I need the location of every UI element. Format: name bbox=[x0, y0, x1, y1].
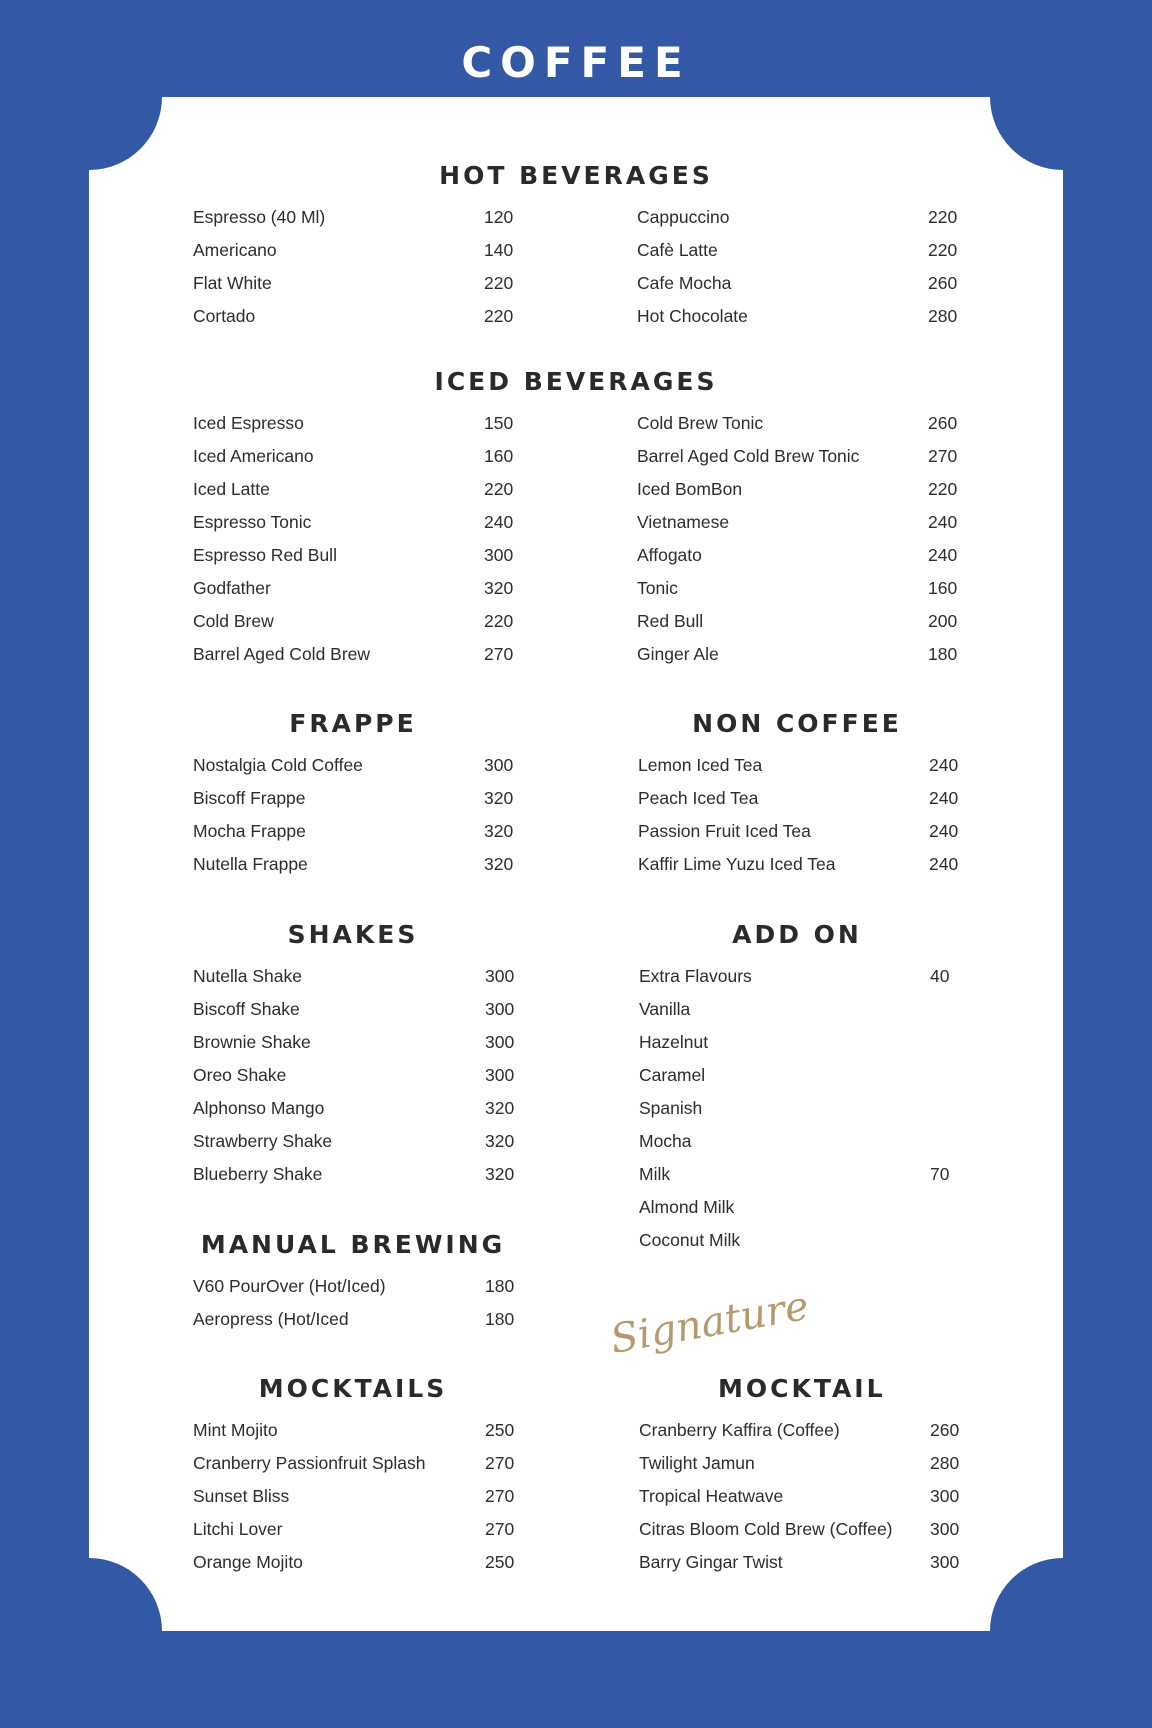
menu-item bbox=[193, 267, 533, 300]
menu-item-name: Red Bull bbox=[637, 611, 704, 631]
menu-item-price: 300 bbox=[485, 1032, 515, 1052]
menu-item bbox=[639, 1125, 979, 1158]
menu-item bbox=[639, 1447, 979, 1480]
menu-item bbox=[193, 1125, 533, 1158]
heading-shakes: SHAKES bbox=[287, 920, 419, 949]
menu-item bbox=[639, 1414, 979, 1447]
menu-item bbox=[193, 960, 533, 993]
menu-item-name: Cranberry Kaffira (Coffee) bbox=[639, 1420, 840, 1440]
menu-item bbox=[193, 473, 533, 506]
menu-item-price: 70 bbox=[930, 1164, 950, 1184]
menu-item bbox=[193, 1158, 533, 1191]
menu-item-name: Espresso (40 Ml) bbox=[193, 207, 326, 227]
menu-item bbox=[639, 1092, 979, 1125]
menu-item-price: 320 bbox=[485, 1164, 515, 1184]
menu-item-price: 220 bbox=[928, 207, 958, 227]
menu-item bbox=[637, 234, 977, 267]
menu-item-name: Hazelnut bbox=[639, 1032, 709, 1052]
menu-item-price: 220 bbox=[484, 479, 514, 499]
menu-item-price: 240 bbox=[928, 545, 958, 565]
menu-item bbox=[639, 1224, 979, 1257]
menu-item-price: 120 bbox=[484, 207, 514, 227]
menu-item-name: Coconut Milk bbox=[639, 1230, 741, 1250]
menu-item-price: 320 bbox=[485, 1098, 515, 1118]
menu-item bbox=[637, 605, 977, 638]
menu-item-name: V60 PourOver (Hot/Iced) bbox=[193, 1276, 386, 1296]
menu-item-name: Barry Gingar Twist bbox=[639, 1552, 783, 1572]
menu-item-name: Strawberry Shake bbox=[193, 1131, 333, 1151]
non-coffee-list bbox=[638, 749, 978, 881]
menu-item-name: Mocha bbox=[639, 1131, 692, 1151]
heading-non-coffee: NON COFFEE bbox=[692, 709, 902, 738]
menu-item bbox=[639, 1158, 979, 1191]
corner-notch bbox=[990, 1558, 1136, 1704]
menu-item-name: Oreo Shake bbox=[193, 1065, 287, 1085]
menu-item-name: Ginger Ale bbox=[637, 644, 719, 664]
menu-item bbox=[193, 1447, 533, 1480]
corner-notch bbox=[16, 24, 162, 170]
menu-item-name: Extra Flavours bbox=[639, 966, 752, 986]
menu-item bbox=[193, 749, 533, 782]
menu-item-name: Americano bbox=[193, 240, 277, 260]
hot-beverages-left-list bbox=[193, 201, 533, 333]
menu-item bbox=[639, 993, 979, 1026]
menu-item bbox=[193, 638, 533, 671]
menu-item bbox=[193, 1092, 533, 1125]
menu-item-price: 250 bbox=[485, 1420, 515, 1440]
menu-item-name: Nutella Frappe bbox=[193, 854, 308, 874]
iced-beverages-right-list bbox=[637, 407, 977, 671]
menu-item-name: Cortado bbox=[193, 306, 256, 326]
menu-item-name: Nostalgia Cold Coffee bbox=[193, 755, 363, 775]
menu-item-name: Godfather bbox=[193, 578, 271, 598]
menu-item-price: 260 bbox=[928, 413, 958, 433]
iced-beverages-left-list bbox=[193, 407, 533, 671]
menu-item bbox=[193, 1414, 533, 1447]
menu-item bbox=[637, 638, 977, 671]
menu-item-name: Cold Brew bbox=[193, 611, 274, 631]
menu-item-price: 320 bbox=[484, 821, 514, 841]
menu-item-name: Spanish bbox=[639, 1098, 703, 1118]
menu-item-name: Mint Mojito bbox=[193, 1420, 278, 1440]
menu-item bbox=[193, 1303, 533, 1336]
menu-item-price: 240 bbox=[484, 512, 514, 532]
menu-item-name: Mocha Frappe bbox=[193, 821, 306, 841]
menu-item-price: 240 bbox=[929, 788, 959, 808]
menu-item bbox=[193, 1513, 533, 1546]
menu-item bbox=[193, 539, 533, 572]
menu-item bbox=[639, 960, 979, 993]
corner-notch bbox=[990, 24, 1136, 170]
menu-item-name: Cafe Mocha bbox=[637, 273, 732, 293]
heading-manual-brewing: MANUAL BREWING bbox=[200, 1230, 506, 1259]
menu-item bbox=[193, 848, 533, 881]
page-title: COFFEE bbox=[461, 38, 691, 87]
menu-item-price: 180 bbox=[485, 1309, 515, 1329]
menu-item-name: Orange Mojito bbox=[193, 1552, 303, 1572]
frappe-list bbox=[193, 749, 533, 881]
menu-item-price: 270 bbox=[485, 1519, 515, 1539]
menu-item-price: 280 bbox=[930, 1453, 960, 1473]
menu-item-price: 250 bbox=[485, 1552, 515, 1572]
hot-beverages-right-list bbox=[637, 201, 977, 333]
menu-item-price: 270 bbox=[484, 644, 514, 664]
menu-item bbox=[193, 1270, 533, 1303]
menu-item-name: Vietnamese bbox=[637, 512, 730, 532]
menu-item-name: Iced BomBon bbox=[637, 479, 743, 499]
menu-item bbox=[193, 300, 533, 333]
menu-item-price: 240 bbox=[929, 755, 959, 775]
menu-item bbox=[639, 1480, 979, 1513]
menu-item bbox=[639, 1026, 979, 1059]
heading-iced-beverages: ICED BEVERAGES bbox=[434, 367, 718, 396]
menu-item-name: Tonic bbox=[637, 578, 678, 598]
menu-item-price: 300 bbox=[930, 1519, 960, 1539]
menu-item-name: Barrel Aged Cold Brew Tonic bbox=[637, 446, 860, 466]
menu-item bbox=[193, 605, 533, 638]
menu-item bbox=[639, 1546, 979, 1579]
menu-item bbox=[193, 1480, 533, 1513]
menu-item bbox=[193, 506, 533, 539]
menu-item-price: 220 bbox=[484, 273, 514, 293]
menu-item bbox=[637, 300, 977, 333]
menu-item bbox=[193, 407, 533, 440]
menu-item-name: Twilight Jamun bbox=[639, 1453, 755, 1473]
menu-item-name: Cold Brew Tonic bbox=[637, 413, 764, 433]
menu-item-price: 150 bbox=[484, 413, 514, 433]
menu-item-price: 300 bbox=[485, 1065, 515, 1085]
menu-item-price: 270 bbox=[928, 446, 958, 466]
menu-item-name: Biscoff Shake bbox=[193, 999, 300, 1019]
menu-item bbox=[193, 1059, 533, 1092]
menu-item-price: 260 bbox=[928, 273, 958, 293]
menu-item-price: 300 bbox=[484, 545, 514, 565]
menu-item-price: 300 bbox=[930, 1552, 960, 1572]
menu-item-name: Vanilla bbox=[639, 999, 691, 1019]
corner-notch bbox=[16, 1558, 162, 1704]
menu-item bbox=[638, 815, 978, 848]
menu-item bbox=[638, 782, 978, 815]
menu-item-name: Almond Milk bbox=[639, 1197, 735, 1217]
menu-item-name: Nutella Shake bbox=[193, 966, 302, 986]
menu-item bbox=[193, 815, 533, 848]
menu-item bbox=[637, 407, 977, 440]
menu-item bbox=[639, 1191, 979, 1224]
menu-item-price: 270 bbox=[485, 1486, 515, 1506]
manual-brewing-list bbox=[193, 1270, 533, 1336]
menu-item-price: 160 bbox=[484, 446, 514, 466]
menu-item-name: Iced Latte bbox=[193, 479, 270, 499]
menu-item-name: Caramel bbox=[639, 1065, 706, 1085]
heading-hot-beverages: HOT BEVERAGES bbox=[439, 161, 713, 190]
menu-item-price: 300 bbox=[485, 966, 515, 986]
add-on-list bbox=[639, 960, 979, 1257]
menu-item-price: 140 bbox=[484, 240, 514, 260]
menu-item-name: Lemon Iced Tea bbox=[638, 755, 763, 775]
menu-item-name: Passion Fruit Iced Tea bbox=[638, 821, 811, 841]
menu-item-price: 320 bbox=[484, 854, 514, 874]
menu-item-price: 320 bbox=[484, 578, 514, 598]
menu-item-price: 160 bbox=[928, 578, 958, 598]
menu-item bbox=[639, 1513, 979, 1546]
shakes-list bbox=[193, 960, 533, 1191]
menu-item-price: 240 bbox=[928, 512, 958, 532]
menu-item-name: Peach Iced Tea bbox=[638, 788, 759, 808]
menu-item-price: 220 bbox=[928, 240, 958, 260]
menu-item bbox=[639, 1059, 979, 1092]
menu-item bbox=[193, 201, 533, 234]
menu-item-name: Cranberry Passionfruit Splash bbox=[193, 1453, 426, 1473]
menu-item bbox=[637, 572, 977, 605]
menu-item bbox=[637, 440, 977, 473]
menu-item bbox=[193, 993, 533, 1026]
menu-item-name: Aeropress (Hot/Iced bbox=[193, 1309, 349, 1329]
menu-item bbox=[193, 1546, 533, 1579]
menu-item-price: 300 bbox=[484, 755, 514, 775]
menu-item-name: Tropical Heatwave bbox=[639, 1486, 784, 1506]
menu-item-price: 200 bbox=[928, 611, 958, 631]
menu-item-price: 260 bbox=[930, 1420, 960, 1440]
menu-item-name: Blueberry Shake bbox=[193, 1164, 323, 1184]
menu-item-price: 320 bbox=[484, 788, 514, 808]
menu-item-name: Cappuccino bbox=[637, 207, 730, 227]
menu-item-name: Milk bbox=[639, 1164, 671, 1184]
menu-item-price: 300 bbox=[485, 999, 515, 1019]
menu-item-price: 320 bbox=[485, 1131, 515, 1151]
menu-item-price: 220 bbox=[484, 611, 514, 631]
menu-item-name: Biscoff Frappe bbox=[193, 788, 306, 808]
menu-item-price: 280 bbox=[928, 306, 958, 326]
menu-item-name: Alphonso Mango bbox=[193, 1098, 325, 1118]
menu-item-price: 220 bbox=[928, 479, 958, 499]
menu-item-name: Iced Americano bbox=[193, 446, 314, 466]
menu-item bbox=[193, 1026, 533, 1059]
menu-item-name: Iced Espresso bbox=[193, 413, 304, 433]
menu-item-price: 240 bbox=[929, 821, 959, 841]
menu-item bbox=[193, 234, 533, 267]
menu-item-name: Flat White bbox=[193, 273, 272, 293]
menu-item-name: Espresso Tonic bbox=[193, 512, 312, 532]
menu-item-name: Barrel Aged Cold Brew bbox=[193, 644, 371, 664]
signature-script: Signature bbox=[607, 1282, 813, 1363]
menu-item-price: 180 bbox=[485, 1276, 515, 1296]
menu-item-name: Cafè Latte bbox=[637, 240, 718, 260]
menu-item-name: Hot Chocolate bbox=[637, 306, 748, 326]
menu-item bbox=[637, 539, 977, 572]
signature-mocktail-list bbox=[639, 1414, 979, 1579]
menu-item bbox=[637, 506, 977, 539]
menu-item-price: 40 bbox=[930, 966, 950, 986]
heading-add-on: ADD ON bbox=[732, 920, 862, 949]
menu-item-name: Affogato bbox=[637, 545, 702, 565]
menu-item-name: Espresso Red Bull bbox=[193, 545, 337, 565]
menu-item bbox=[638, 749, 978, 782]
menu-item-price: 240 bbox=[929, 854, 959, 874]
heading-mocktails: MOCKTAILS bbox=[258, 1374, 448, 1403]
mocktails-list bbox=[193, 1414, 533, 1579]
menu-item bbox=[193, 440, 533, 473]
menu-item bbox=[637, 267, 977, 300]
menu-item-name: Litchi Lover bbox=[193, 1519, 283, 1539]
menu-item-name: Brownie Shake bbox=[193, 1032, 311, 1052]
menu-item bbox=[637, 473, 977, 506]
menu-item bbox=[637, 201, 977, 234]
menu-item bbox=[193, 572, 533, 605]
menu-item-price: 270 bbox=[485, 1453, 515, 1473]
menu-item-price: 220 bbox=[484, 306, 514, 326]
menu-item bbox=[193, 782, 533, 815]
menu-item-name: Sunset Bliss bbox=[193, 1486, 290, 1506]
menu-item-name: Kaffir Lime Yuzu Iced Tea bbox=[638, 854, 836, 874]
heading-signature-mocktail: MOCKTAIL bbox=[718, 1374, 886, 1403]
menu-item-price: 300 bbox=[930, 1486, 960, 1506]
heading-frappe: FRAPPE bbox=[289, 709, 417, 738]
menu-item bbox=[638, 848, 978, 881]
menu-item-name: Citras Bloom Cold Brew (Coffee) bbox=[639, 1519, 893, 1539]
menu-item-price: 180 bbox=[928, 644, 958, 664]
